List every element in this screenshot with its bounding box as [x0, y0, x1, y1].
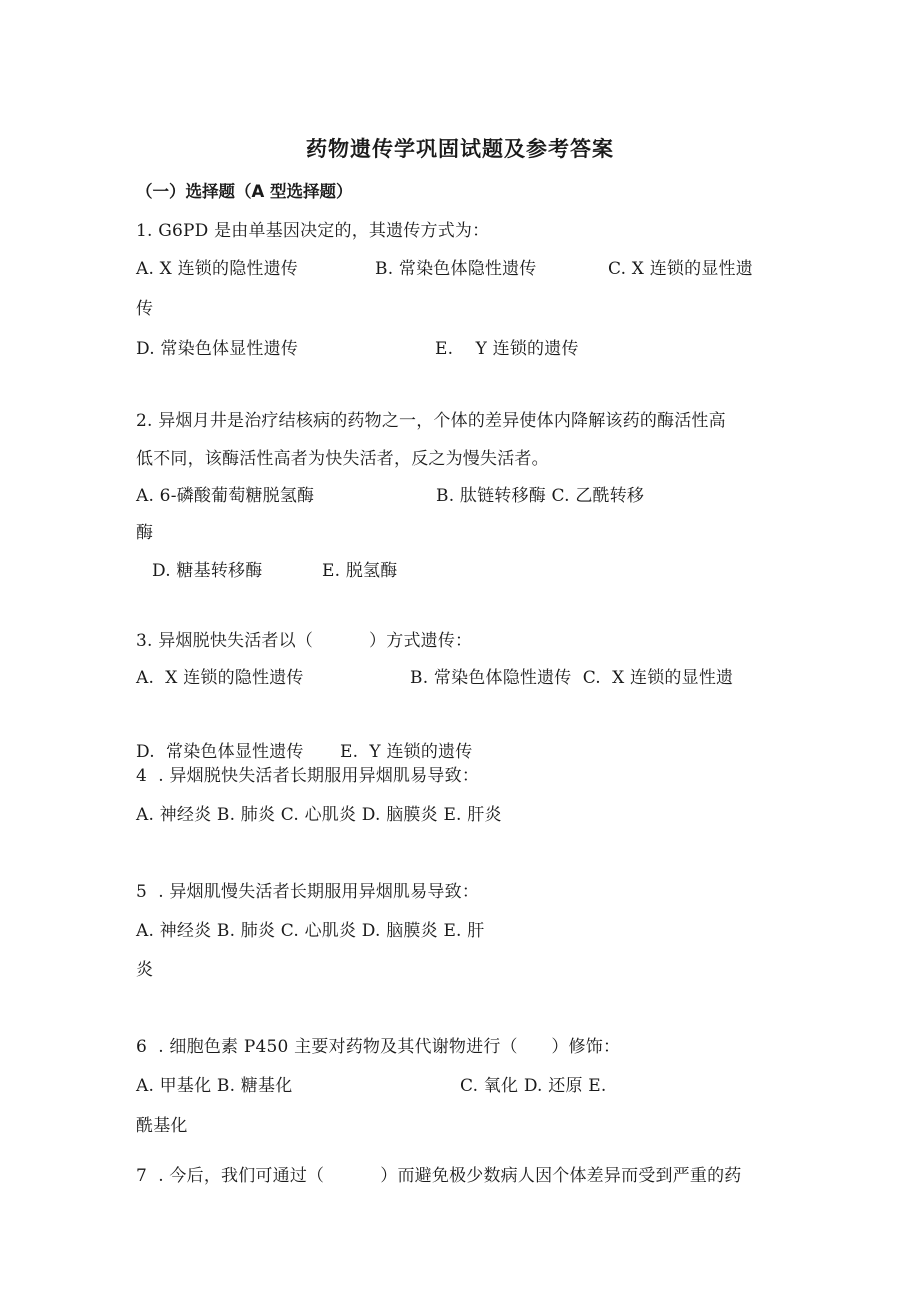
question-2-stem-line1: 2. 异烟月井是治疗结核病的药物之一，个体的差异使体内降解该药的酶活性高: [136, 411, 726, 431]
question-6-option-ab: A. 甲基化 B. 糖基化: [136, 1076, 293, 1096]
question-1-option-a: A. X 连锁的隐性遗传: [136, 259, 298, 279]
question-2-option-e: E. 脱氢酶: [322, 561, 398, 581]
question-2-option-c-wrap: 酶: [136, 523, 154, 543]
question-1-stem: 1. G6PD 是由单基因决定的，其遗传方式为：: [136, 221, 490, 241]
question-7-stem: 7 . 今后，我们可通过（ ）而避免极少数病人因个体差异而受到严重的药: [136, 1166, 742, 1186]
question-2-option-a: A. 6-磷酸葡萄糖脱氢酶: [136, 486, 315, 506]
question-5-options-wrap: 炎: [136, 960, 154, 980]
question-1-option-e: E. Y 连锁的遗传: [435, 339, 579, 359]
question-3-option-a: A. X 连锁的隐性遗传: [136, 668, 304, 688]
section-heading: （一）选择题（A 型选择题）: [136, 182, 353, 201]
question-6-stem: 6 . 细胞色素 P450 主要对药物及其代谢物进行（ ）修饰：: [136, 1037, 621, 1057]
question-5-options: A. 神经炎 B. 肺炎 C. 心肌炎 D. 脑膜炎 E. 肝: [136, 921, 485, 941]
question-2-option-d: D. 糖基转移酶: [152, 561, 263, 581]
question-4-options: A. 神经炎 B. 肺炎 C. 心肌炎 D. 脑膜炎 E. 肝炎: [136, 805, 502, 825]
question-3-option-e: E. Y 连锁的遗传: [340, 742, 473, 762]
question-4-stem: 4 . 异烟脱快失活者长期服用异烟肌易导致：: [136, 766, 480, 786]
question-1-option-c-wrap: 传: [136, 299, 154, 319]
question-3-option-d: D. 常染色体显性遗传: [136, 742, 304, 762]
question-2-option-bc: B. 肽链转移酶 C. 乙酰转移: [436, 486, 645, 506]
question-5-stem: 5 . 异烟肌慢失活者长期服用异烟肌易导致：: [136, 882, 480, 902]
question-6-options-wrap: 酰基化: [136, 1116, 188, 1136]
question-6-option-cde: C. 氧化 D. 还原 E.: [460, 1076, 607, 1096]
question-2-stem-line2: 低不同，该酶活性高者为快失活者，反之为慢失活者。: [136, 449, 549, 469]
document-title: 药物遗传学巩固试题及参考答案: [306, 137, 614, 161]
question-3-option-bc: B. 常染色体隐性遗传 C. X 连锁的显性遗: [410, 668, 734, 688]
question-1-option-d: D. 常染色体显性遗传: [136, 339, 299, 359]
question-3-stem: 3. 异烟脱快失活者以（ ）方式遗传：: [136, 631, 473, 651]
question-1-option-b: B. 常染色体隐性遗传: [375, 259, 537, 279]
question-1-option-c: C. X 连锁的显性遗: [608, 259, 753, 279]
